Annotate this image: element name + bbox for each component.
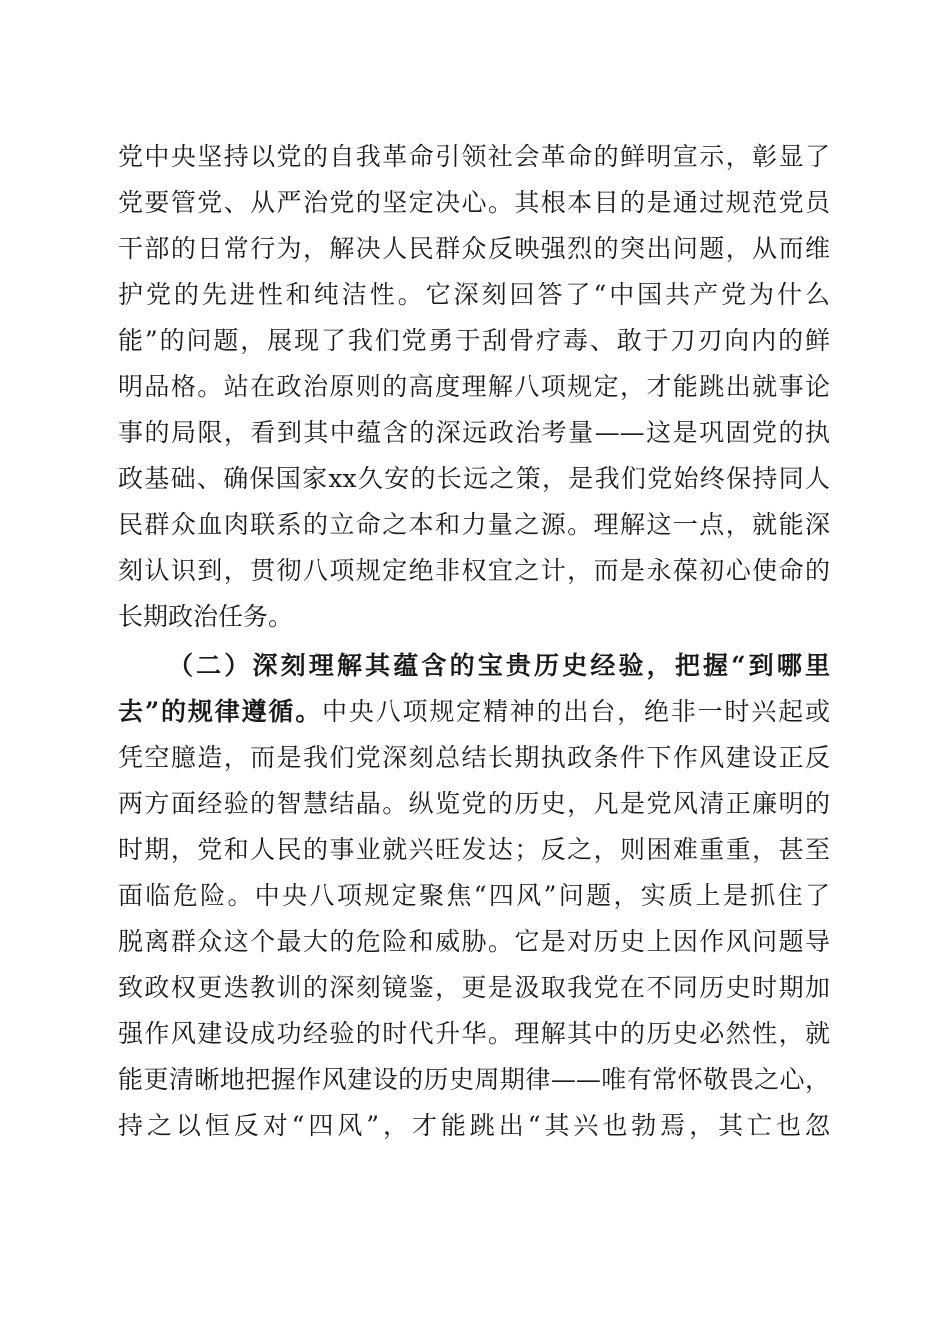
text-line: 干部的日常行为，解决人民群众反映强烈的突出问题，从而维 xyxy=(118,234,830,263)
text-line: 两方面经验的智慧结晶。纵览党的历史，凡是党风清正廉明的 xyxy=(118,789,830,818)
paragraph-political-principle xyxy=(118,134,830,640)
section-heading-line: （二）深刻理解其蕴含的宝贵历史经验，把握“到哪里 xyxy=(168,651,830,680)
text-line: 明品格。站在政治原则的高度理解八项规定，才能跳出就事论 xyxy=(118,372,830,401)
text-line: 持之以恒反对“四风”，才能跳出“其兴也勃焉，其亡也忽 xyxy=(118,1111,830,1140)
text-line: 面临危险。中央八项规定聚焦“四风”问题，实质上是抓住了 xyxy=(118,881,830,910)
body-text xyxy=(118,134,830,1149)
text-line: 党要管党、从严治党的坚定决心。其根本目的是通过规范党员 xyxy=(118,188,830,217)
paragraph-historical-experience xyxy=(118,643,830,1149)
text-line: 能”的问题，展现了我们党勇于刮骨疗毒、敢于刀刃向内的鲜 xyxy=(118,326,830,355)
text-line: 刻认识到，贯彻八项规定绝非权宜之计，而是永葆初心使命的 xyxy=(118,556,830,585)
text-line: 能更清晰地把握作风建设的历史周期律——唯有常怀敬畏之心， xyxy=(118,1065,830,1094)
text-line: 党中央坚持以党的自我革命引领社会革命的鲜明宣示，彰显了 xyxy=(118,142,830,171)
text-line: 强作风建设成功经验的时代升华。理解其中的历史必然性，就 xyxy=(118,1019,830,1048)
text-line: 凭空臆造，而是我们党深刻总结长期执政条件下作风建设正反 xyxy=(118,743,830,772)
text-line: 护党的先进性和纯洁性。它深刻回答了“中国共产党为什么 xyxy=(118,280,830,309)
text-line: 脱离群众这个最大的危险和威胁。它是对历史上因作风问题导 xyxy=(118,927,830,956)
section-heading-end: 去”的规律遵循。 xyxy=(118,697,323,726)
text-line: 事的局限，看到其中蕴含的深远政治考量——这是巩固党的执 xyxy=(118,418,830,447)
text-line: 政基础、确保国家xx久安的长远之策，是我们党始终保持同人 xyxy=(118,464,830,493)
text-line: 致政权更迭教训的深刻镜鉴，更是汲取我党在不同历史时期加 xyxy=(118,973,830,1002)
text-line: 时期，党和人民的事业就兴旺发达；反之，则困难重重，甚至 xyxy=(118,835,830,864)
text-line xyxy=(118,689,830,735)
text-line: 长期政治任务。 xyxy=(118,602,294,631)
text-line: 民群众血肉联系的立命之本和力量之源。理解这一点，就能深 xyxy=(118,510,830,539)
text-line-rest: 中央八项规定精神的出台，绝非一时兴起或 xyxy=(322,697,830,726)
